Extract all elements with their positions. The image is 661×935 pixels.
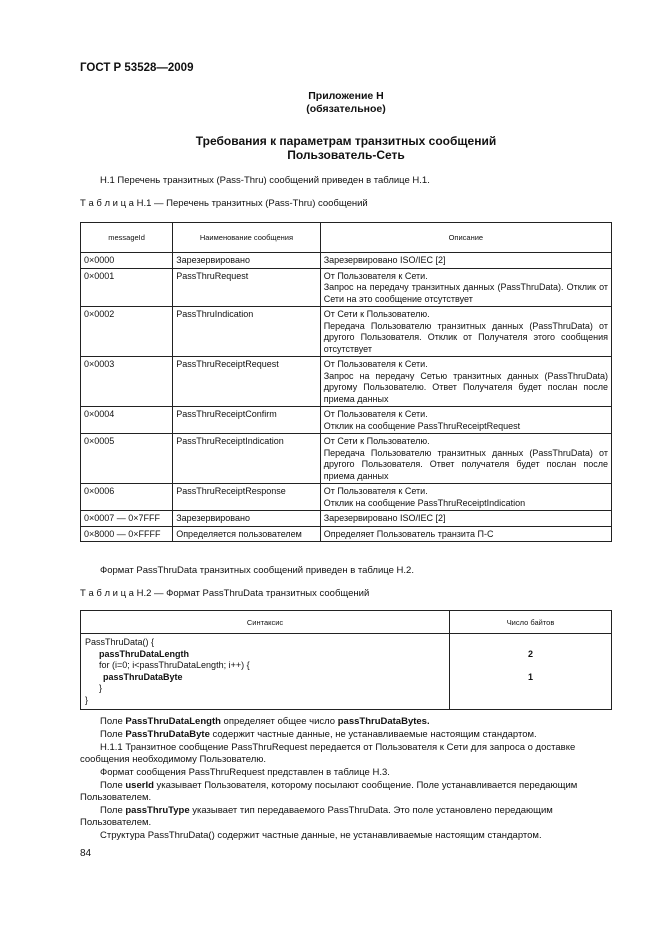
table-row	[81, 307, 612, 357]
paragraph: Поле passThruType указывает тип передаваемого PassThruData. Это поле установлено передающим Пользователем.	[80, 805, 553, 828]
message-id: 0×0005	[81, 434, 173, 484]
message-id: 0×0004	[81, 407, 173, 434]
table-row	[81, 357, 612, 407]
message-description	[320, 511, 611, 527]
paragraph: Н.1.1 Транзитное сообщение PassThruRequest передается от Пользователя к Сети для запроса о доставке сообщения необходимому Пользователю.	[80, 742, 576, 765]
syntax-cell	[81, 634, 450, 710]
description-line: Отклик на сообщение PassThruReceiptIndication	[323, 497, 526, 508]
syntax-line: }	[99, 683, 103, 693]
message-id: 0×0001	[81, 268, 173, 307]
table-row	[81, 407, 612, 434]
description-line: Определяет Пользователь транзита П-С	[323, 528, 494, 539]
description-line: Запрос на передачу Сетью транзитных данных (PassThruData) другому Пользователю. Ответ Получателя будет послан после приема данных	[323, 370, 608, 404]
message-description	[320, 268, 611, 307]
description-line: От Сети к Пользователю.	[323, 436, 430, 446]
message-description	[320, 253, 611, 269]
message-description	[320, 526, 611, 542]
description-line: Передача Пользователю транзитных данных (PassThruData) от другого Пользователя. Отклик от Получателя этого сообщения отсутствует	[323, 320, 608, 354]
description-line: Передача Пользователю транзитных данных (PassThruData) от другого Пользователя. Ответ получателя будет послан после приема данных	[323, 447, 608, 481]
syntax-line: passThruDataByte	[103, 671, 183, 682]
description-line: Зарезервировано ISO/IEC [2]	[323, 513, 446, 523]
table-row	[81, 434, 612, 484]
paragraph: Формат сообщения PassThruRequest представлен в таблице Н.3.	[100, 767, 390, 778]
bytes-value: 2	[528, 648, 534, 659]
section-heading-line2: Пользователь-Сеть	[287, 148, 405, 162]
description-line: Зарезервировано ISO/IEC [2]	[323, 255, 446, 265]
message-name: Зарезервировано	[173, 511, 321, 527]
document-header: ГОСТ Р 53528—2009	[80, 62, 194, 74]
message-name: PassThruReceiptConfirm	[173, 407, 321, 434]
table2-caption: Т а б л и ц а Н.2 — Формат PassThruData транзитных сообщений	[80, 588, 370, 599]
message-name: PassThruRequest	[173, 268, 321, 307]
message-name: PassThruReceiptIndication	[173, 434, 321, 484]
message-description	[320, 307, 611, 357]
col-header-messageid: messageId	[81, 223, 173, 253]
paragraph: Поле PassThruDataByte содержит частные данные, не устанавливаемые настоящим стандартом.	[100, 729, 537, 740]
col-header-syntax: Синтаксис	[81, 611, 450, 634]
description-line: Отклик на сообщение PassThruReceiptRequest	[323, 420, 521, 431]
format-note: Формат PassThruData транзитных сообщений приведен в таблице Н.2.	[100, 565, 414, 576]
message-name: Зарезервировано	[173, 253, 321, 269]
page-number: 84	[80, 848, 92, 859]
paragraph: Поле userId указывает Пользователя, которому посылают сообщение. Поле устанавливается передающим Пользователем.	[80, 780, 578, 803]
syntax-line: for (i=0; i<passThruDataLength; i++) {	[99, 660, 250, 670]
message-description	[320, 357, 611, 407]
syntax-line: PassThruData() {	[85, 637, 155, 647]
description-line: Запрос на передачу транзитных данных (PassThruData). Отклик от Сети на это сообщение отсутствует	[323, 282, 608, 304]
description-line: От Сети к Пользователю.	[323, 309, 430, 319]
message-description	[320, 484, 611, 511]
table-row	[81, 484, 612, 511]
message-id: 0×8000 — 0×FFFF	[81, 526, 173, 542]
description-line: От Пользователя к Сети.	[323, 359, 428, 369]
message-name: PassThruReceiptResponse	[173, 484, 321, 511]
paragraph: Поле PassThruDataLength определяет общее число passThruDataBytes.	[100, 716, 430, 727]
description-line: От Пользователя к Сети.	[323, 409, 428, 419]
section-heading-line1: Требования к параметрам транзитных сообщений	[195, 134, 497, 148]
message-id: 0×0003	[81, 357, 173, 407]
col-header-name: Наименование сообщения	[173, 223, 321, 253]
message-name: PassThruReceiptRequest	[173, 357, 321, 407]
col-header-description: Описание	[320, 223, 611, 253]
annex-status: (обязательное)	[306, 103, 386, 115]
table1	[80, 222, 612, 542]
intro-paragraph: Н.1 Перечень транзитных (Pass-Thru) сообщений приведен в таблице Н.1.	[100, 175, 430, 186]
message-name: PassThruIndication	[173, 307, 321, 357]
message-id: 0×0002	[81, 307, 173, 357]
table-row	[81, 634, 612, 710]
message-id: 0×0007 — 0×7FFF	[81, 511, 173, 527]
message-id: 0×0000	[81, 253, 173, 269]
bytes-cell	[450, 634, 612, 710]
bytes-value: 1	[528, 671, 534, 682]
description-line: От Пользователя к Сети.	[323, 486, 428, 496]
col-header-bytes: Число байтов	[450, 611, 612, 634]
paragraph: Структура PassThruData() содержит частные данные, не устанавливаемые настоящим стандартом.	[100, 830, 542, 841]
table1-caption: Т а б л и ц а Н.1 — Перечень транзитных (Pass-Thru) сообщений	[80, 198, 368, 209]
table-row	[81, 253, 612, 269]
syntax-line: }	[85, 694, 89, 705]
syntax-line: passThruDataLength	[99, 648, 190, 659]
message-name: Определяется пользователем	[173, 526, 321, 542]
table-row	[81, 268, 612, 307]
message-description	[320, 434, 611, 484]
annex-title: Приложение Н	[308, 90, 384, 102]
table-row	[81, 511, 612, 527]
table2-header-row	[81, 611, 612, 634]
message-description	[320, 407, 611, 434]
table1-header-row	[81, 223, 612, 253]
table2	[80, 610, 612, 710]
table-row	[81, 526, 612, 542]
description-line: От Пользователя к Сети.	[323, 270, 428, 281]
message-id: 0×0006	[81, 484, 173, 511]
